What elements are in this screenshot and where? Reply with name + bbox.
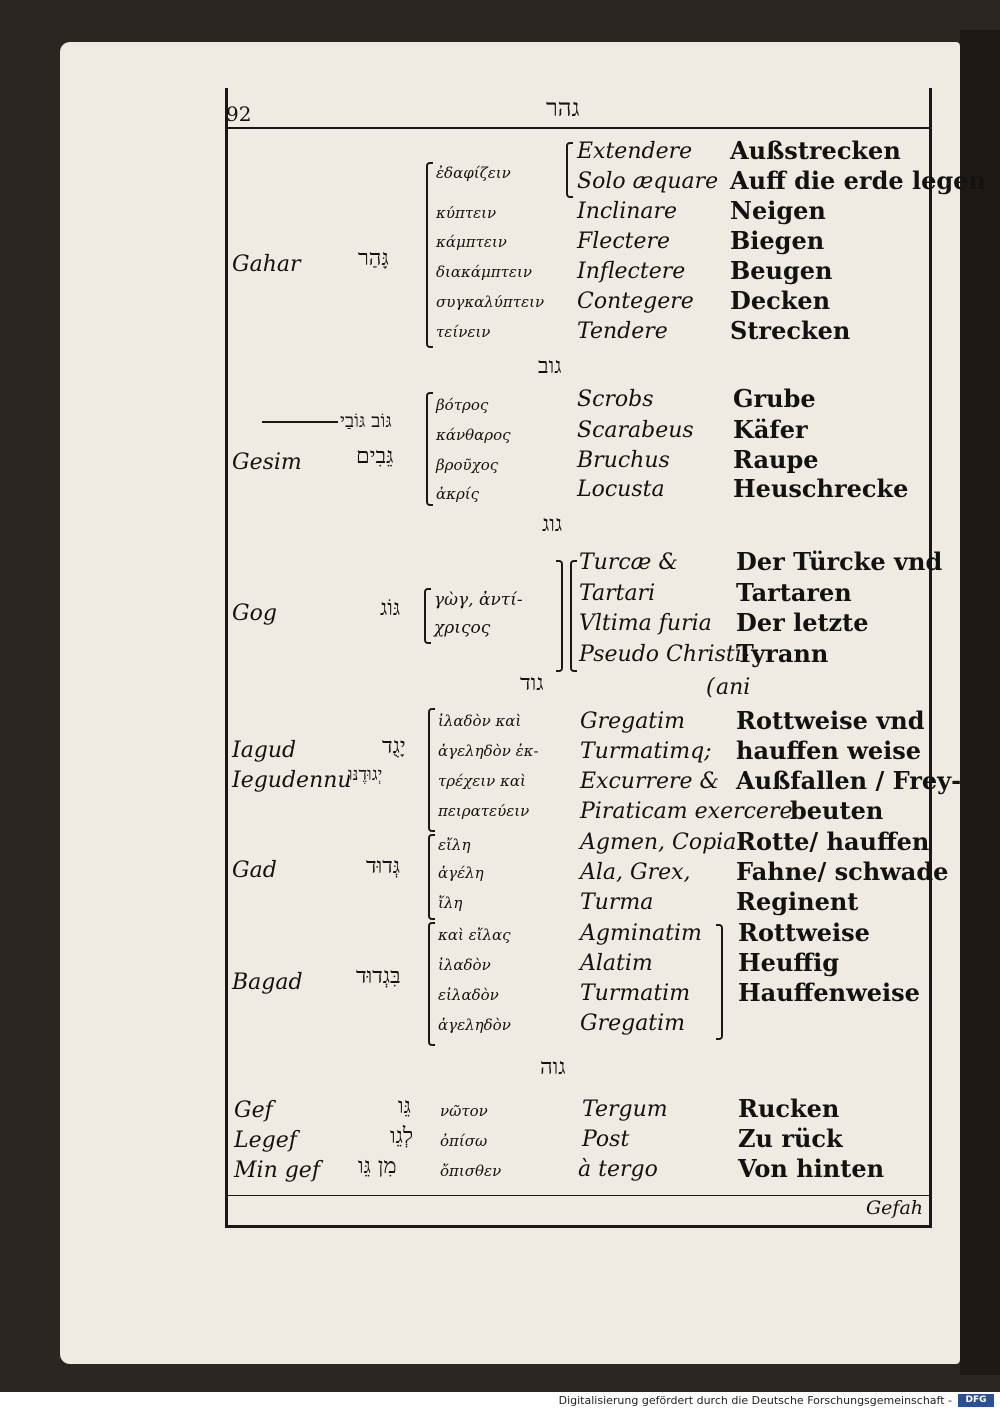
- latin-gahar-4: Inflectere: [577, 259, 686, 284]
- greek-gesim-1: κάνθαρος: [436, 426, 511, 444]
- greek-bagad-2: εἰλαδὸν: [438, 986, 499, 1004]
- german-gog-2: Der letzte: [736, 608, 869, 637]
- greek-legef: ὀπίσω: [440, 1132, 488, 1150]
- frame-header-rule: [225, 127, 932, 129]
- heading-gob: גוב: [538, 354, 562, 379]
- greek-gahar-6: τείνειν: [436, 323, 491, 341]
- german-gef: Rucken: [738, 1094, 840, 1123]
- latin-gahar-6: Tendere: [577, 319, 668, 344]
- latin-gad-0: Agmen, Copia: [580, 830, 737, 855]
- greek-gesim-0: βότρος: [436, 396, 489, 414]
- german-iagud-1: hauffen weise: [736, 736, 922, 765]
- frame-right-rule: [929, 88, 932, 1228]
- latin-gahar-3: Flectere: [577, 229, 671, 254]
- greek-gog-0: γὼγ, ἀντί-: [434, 590, 523, 610]
- frame-inner-bottom-rule: [225, 1195, 932, 1196]
- german-iagud-2: Außfallen / Frey-: [736, 766, 962, 795]
- hebrew-gob-extra: גּוֹב גּוֹבַי: [340, 410, 392, 432]
- german-gog-1: Tartaren: [736, 578, 852, 607]
- latin-gad-1: Ala, Grex,: [580, 860, 691, 885]
- brace-gog: [424, 588, 431, 644]
- dash-rule-gob: [262, 421, 338, 423]
- german-min-gef: Von hinten: [738, 1154, 885, 1183]
- latin-gesim-3: Locusta: [577, 477, 665, 502]
- greek-bagad-3: ἀγεληδὸν: [438, 1016, 511, 1034]
- latin-gog-1: Tartari: [579, 581, 656, 606]
- greek-bagad-1: ἰλαδὸν: [438, 956, 491, 974]
- german-gahar-3: Biegen: [730, 226, 825, 255]
- german-gahar-0: Außstrecken: [730, 136, 901, 165]
- latin-gog-0: Turcæ &: [579, 550, 678, 575]
- german-iagud-0: Rottweise vnd: [736, 706, 925, 735]
- translit-iagud: Iagud: [232, 738, 297, 763]
- heading-gvh: גוה: [540, 1055, 566, 1080]
- greek-gahar-0: ἐδαφίζειν: [436, 164, 511, 182]
- latin-gahar-2: Inclinare: [577, 199, 678, 224]
- hebrew-gad: גְּדוּד: [366, 854, 401, 879]
- german-gesim-3: Heuschrecke: [733, 474, 909, 503]
- latin-iagud-1: Turmatimq;: [580, 739, 712, 764]
- german-gog-3: Tyrann: [736, 639, 829, 668]
- german-gahar-2: Neigen: [730, 196, 826, 225]
- translit-gad: Gad: [232, 858, 277, 883]
- brace-gesim: [426, 392, 433, 506]
- hebrew-gesim: גֵּבִים: [356, 444, 394, 469]
- hebrew-min-gef: מִן גֵּו: [358, 1154, 397, 1179]
- greek-gef: νῶτον: [440, 1102, 488, 1120]
- latin-gahar-0: Extendere: [577, 139, 693, 164]
- german-gad-0: Rotte/ hauffen: [736, 827, 930, 856]
- latin-gog-2: Vltima furia: [579, 611, 712, 636]
- latin-bagad-0: Agminatim: [580, 921, 702, 946]
- greek-min-gef: ὄπισθεν: [440, 1162, 502, 1180]
- latin-gesim-0: Scrobs: [577, 387, 654, 412]
- greek-bagad-0: καὶ εἴλας: [438, 926, 511, 944]
- latin-gog-3: Pseudo Christi-: [579, 642, 750, 667]
- german-gog-0: Der Türcke vnd: [736, 547, 943, 576]
- catchword: Gefah: [866, 1197, 924, 1219]
- latin-gahar-5: Contegere: [577, 289, 694, 314]
- hebrew-iagud: יָגֻד: [382, 734, 406, 759]
- greek-iagud-0: ἰλαδὸν καὶ: [438, 712, 522, 730]
- german-gahar-5: Decken: [730, 286, 831, 315]
- brace-gahar-latin: [566, 142, 573, 198]
- latin-gesim-2: Bruchus: [577, 448, 670, 473]
- translit-gog: Gog: [232, 601, 277, 626]
- rbrace-bagad: [716, 924, 723, 1040]
- translit-bagad: Bagad: [232, 970, 303, 995]
- translit-min-gef: Min gef: [234, 1158, 320, 1183]
- german-gad-2: Reginent: [736, 887, 859, 916]
- greek-gad-0: εἴλη: [438, 836, 471, 854]
- page-number: 92: [226, 102, 252, 126]
- greek-iagud-3: πειρατεύειν: [438, 802, 530, 820]
- digitization-footer: [0, 1392, 1000, 1410]
- latin-gad-2: Turma: [580, 890, 654, 915]
- hebrew-gahar: גָּהַר: [358, 246, 389, 271]
- greek-gad-2: ἴλη: [438, 894, 463, 912]
- latin-bagad-3: Gregatim: [580, 1011, 686, 1036]
- latin-iagud-2: Excurrere &: [580, 769, 720, 794]
- translit-legef: Legef: [234, 1128, 297, 1153]
- greek-gesim-2: βροῦχος: [436, 456, 499, 474]
- latin-bagad-1: Alatim: [580, 951, 653, 976]
- hebrew-gog: גּוֹג: [380, 596, 401, 621]
- german-gad-1: Fahne/ schwade: [736, 857, 949, 886]
- greek-gesim-3: ἀκρίς: [436, 485, 480, 503]
- continuation-gog: ani: [716, 675, 751, 700]
- greek-iagud-2: τρέχειν καὶ: [438, 772, 526, 790]
- footer-text: Digitalisierung gefördert durch die Deutsche Forschungsgemeinschaft -: [558, 1394, 952, 1407]
- heading-gog: גוג: [542, 512, 563, 537]
- german-gesim-0: Grube: [733, 384, 816, 413]
- german-gahar-6: Strecken: [730, 316, 851, 345]
- latin-bagad-2: Turmatim: [580, 981, 691, 1006]
- latin-legef: Post: [582, 1127, 630, 1152]
- brace-iagud: [428, 708, 435, 832]
- german-iagud-3: beuten: [790, 796, 884, 825]
- greek-gahar-3: κάμπτειν: [436, 233, 507, 251]
- translit-iegudennu: Iegudennu: [232, 768, 352, 793]
- latin-gahar-1: Solo æquare: [577, 169, 719, 194]
- translit-gef: Gef: [234, 1098, 273, 1123]
- hebrew-gef: גֵּו: [398, 1094, 411, 1119]
- latin-gef: Tergum: [582, 1097, 668, 1122]
- hebrew-legef: לְגֵו: [390, 1124, 414, 1149]
- german-bagad-0: Rottweise: [738, 918, 870, 947]
- brace-gog-latin: [570, 560, 577, 672]
- hebrew-iegudennu: יְגוּדֶנּוּ: [348, 764, 383, 785]
- greek-gahar-2: κύπτειν: [436, 204, 497, 222]
- german-bagad-1: Heuffig: [738, 948, 839, 977]
- german-gesim-2: Raupe: [733, 445, 819, 474]
- running-head-hebrew: גהר: [546, 94, 580, 122]
- frame-left-rule: [225, 88, 228, 1228]
- german-gahar-1: Auff die erde legen: [730, 166, 986, 195]
- translit-gahar: Gahar: [232, 252, 301, 277]
- brace-gahar: [426, 162, 433, 348]
- continuation-paren: (: [706, 675, 715, 700]
- greek-gahar-4: διακάμπτειν: [436, 263, 532, 281]
- frame-bottom-rule: [225, 1225, 932, 1228]
- greek-gahar-5: συγκαλύπτειν: [436, 293, 545, 311]
- book-spine: [960, 30, 1000, 1375]
- latin-iagud-3: Piraticam exercere: [580, 799, 793, 824]
- heading-gud: גוד: [520, 671, 544, 696]
- hebrew-bagad: בִּגְדוּד: [356, 964, 401, 989]
- greek-gad-1: ἀγέλη: [438, 864, 484, 882]
- rbrace-gog-left: [556, 560, 563, 672]
- dfg-logo: DFG: [958, 1394, 994, 1407]
- brace-gad: [428, 834, 435, 920]
- german-gesim-1: Käfer: [733, 415, 808, 444]
- greek-gog-1: χριςος: [434, 618, 491, 638]
- latin-iagud-0: Gregatim: [580, 709, 686, 734]
- latin-gesim-1: Scarabeus: [577, 418, 694, 443]
- german-bagad-2: Hauffenweise: [738, 978, 920, 1007]
- german-legef: Zu rück: [738, 1124, 843, 1153]
- german-gahar-4: Beugen: [730, 256, 833, 285]
- translit-gesim: Gesim: [232, 450, 302, 475]
- latin-min-gef: à tergo: [578, 1157, 658, 1182]
- brace-bagad: [428, 922, 435, 1046]
- greek-iagud-1: ἀγεληδὸν ἐκ-: [438, 742, 539, 760]
